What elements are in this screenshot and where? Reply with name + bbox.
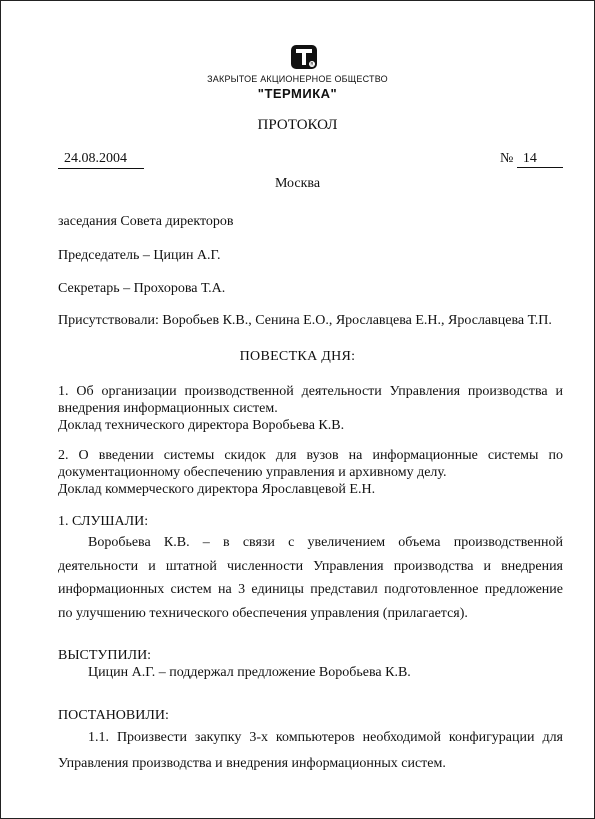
number-value: 14	[517, 151, 563, 168]
resolved-heading: ПОСТАНОВИЛИ:	[58, 708, 169, 723]
meeting-present: Присутствовали: Воробьев К.В., Сенина Е.О., Ярославцева Е.Н., Ярославцева Т.П.	[58, 313, 552, 328]
spoke-heading: ВЫСТУПИЛИ:	[58, 648, 152, 663]
meeting-subject: заседания Совета директоров	[58, 214, 234, 229]
agenda-item-1-line-1: 1. Об организации производственной деятельности Управления производства и	[58, 384, 563, 399]
document-date: 24.08.2004	[58, 151, 144, 169]
agenda-item-1-line-3: Доклад технического директора Воробьева К.В.	[58, 418, 345, 433]
company-name: "ТЕРМИКА"	[257, 86, 338, 101]
heard-line-4: по улучшению технического обеспечения управления (прилагается).	[58, 605, 468, 621]
agenda-item-2-line-1: 2. О введении системы скидок для вузов на информационные системы по	[58, 448, 563, 463]
agenda-item-1-line-2: внедрения информационных систем.	[58, 401, 278, 416]
agenda-item-2-line-2: документационному обеспечению управления и архивному делу.	[58, 465, 447, 480]
spoke-text: Цицин А.Г. – поддержал предложение Воробьева К.В.	[88, 665, 411, 680]
resolved-line-1: 1.1. Произвести закупку 3-х компьютеров необходимой конфигурации для	[88, 730, 563, 745]
document-title: ПРОТОКОЛ	[257, 117, 338, 133]
document-number	[500, 151, 563, 168]
meeting-chairman: Председатель – Цицин А.Г.	[58, 248, 221, 263]
company-type: ЗАКРЫТОЕ АКЦИОНЕРНОЕ ОБЩЕСТВО	[207, 74, 388, 84]
heard-line-3: информационных систем на 3 единицы представил подготовленное предложение	[58, 582, 563, 597]
heard-line-1: Воробьева К.В. – в связи с увеличением объема производственной	[88, 535, 563, 550]
resolved-text	[58, 725, 563, 777]
resolved-line-2: Управления производства и внедрения информационных систем.	[58, 756, 446, 771]
agenda-item-2-line-3: Доклад коммерческого директора Ярославцевой Е.Н.	[58, 482, 376, 497]
svg-text:R: R	[310, 62, 314, 68]
agenda-item-1	[58, 383, 563, 434]
document-city: Москва	[274, 176, 321, 191]
termika-logo-icon	[290, 44, 318, 70]
heard-heading: 1. СЛУШАЛИ:	[58, 514, 149, 529]
agenda-title: ПОВЕСТКА ДНЯ:	[239, 349, 356, 364]
number-sign: №	[500, 151, 514, 166]
agenda-item-2	[58, 447, 563, 498]
meeting-secretary: Секретарь – Прохорова Т.А.	[58, 281, 226, 296]
heard-text	[58, 531, 563, 625]
heard-line-2: деятельности и штатной численности Управления производства и внедрения	[58, 558, 563, 574]
